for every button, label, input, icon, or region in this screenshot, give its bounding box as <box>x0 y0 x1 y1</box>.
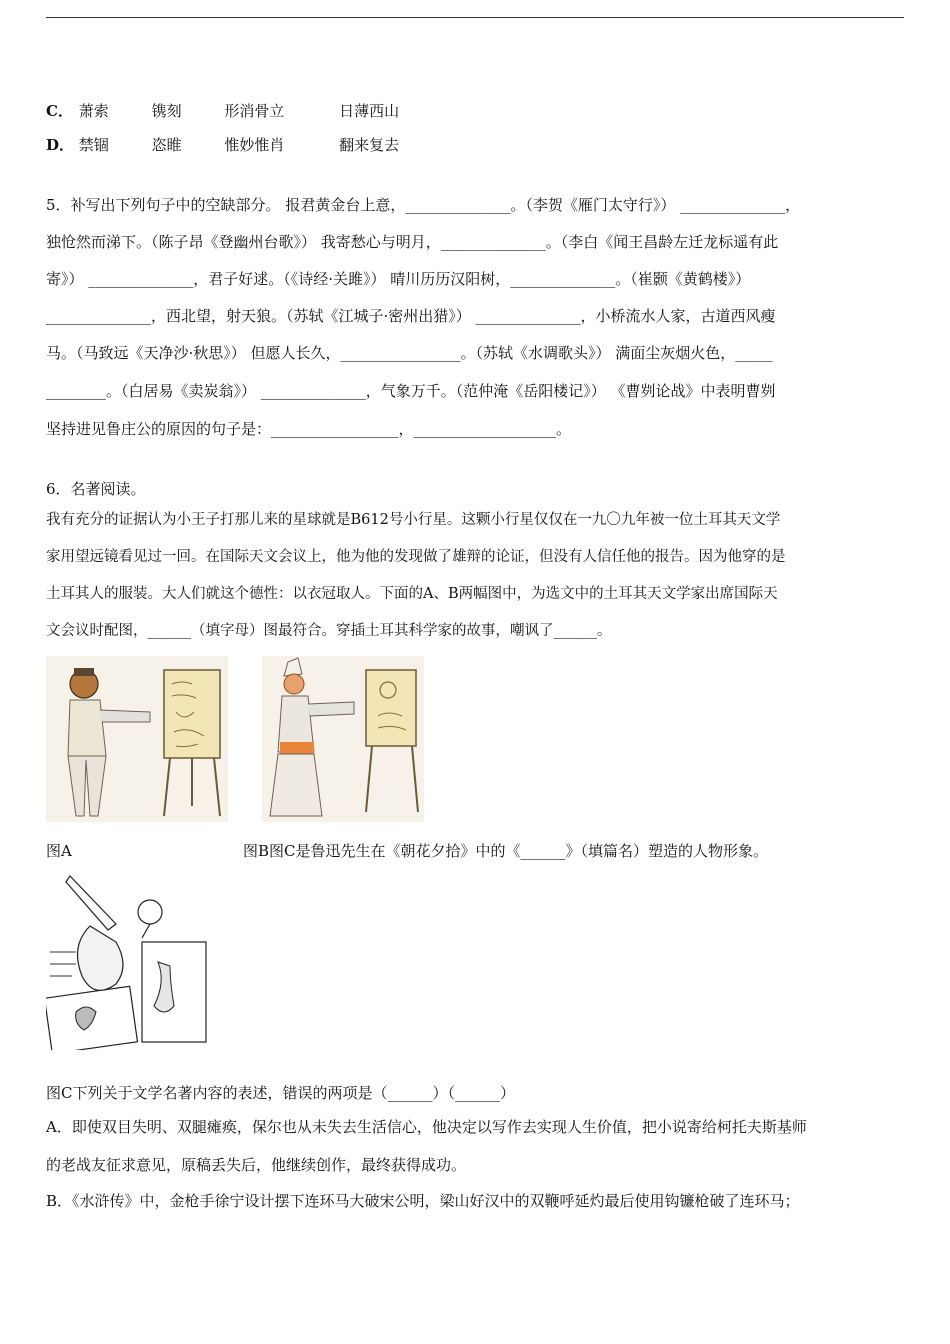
q6-option-b-line: B．《水浒传》中，金枪手徐宁设计摆下连环马大破宋公明，梁山好汉中的双鞭呼延灼最后使用钩镰枪破了连环马； <box>46 1192 800 1210</box>
header-rule <box>46 17 904 18</box>
option-c-word-1: 萧索 <box>78 102 109 120</box>
q6-passage-line-3: 土耳其人的服装。大人们就这个德性：以衣冠取人。下面的A、B两幅图中，为选文中的土耳其天文学家出席国际天 <box>46 586 778 602</box>
q6-passage-line-2: 家用望远镜看见过一回。在国际天文会议上，他为他的发现做了雄辩的论证，但没有人信任他的报告。因为他穿的是 <box>46 549 786 565</box>
option-d-word-2: 恣睢 <box>151 136 182 154</box>
q5-line-5: 马。（马致远《天净沙·秋思》） 但愿人长久，________________。（苏轼《水调歌头》） 满面尘灰烟火色，_____ <box>46 344 773 362</box>
caption-figure-a: 图A <box>46 842 72 860</box>
q6-option-a-line-1: A．即使双目失明、双腿瘫痪，保尔也从未失去生活信心，他决定以写作去实现人生价值，把小说寄给柯托夫斯基师 <box>46 1118 807 1136</box>
option-c-word-3: 形消骨立 <box>224 102 285 120</box>
q6-heading: 6．名著阅读。 <box>46 480 146 498</box>
option-c-word-2: 镌刻 <box>151 102 182 120</box>
figure-c <box>46 872 208 1050</box>
q5-line-4: ______________，西北望，射天狼。（苏轼《江城子·密州出猎》） ______________，小桥流水人家，古道西风瘦 <box>46 307 776 325</box>
q5-line-6: ________。（白居易《卖炭翁》） ______________，气象万千。（范仲淹《岳阳楼记》） 《曹刿论战》中表明曹刿 <box>46 382 776 400</box>
option-c-word-4: 日薄西山 <box>339 102 400 120</box>
option-d-word-1: 禁锢 <box>78 136 109 154</box>
q5-line-1: 5．补写出下列句子中的空缺部分。 报君黄金台上意，______________。（李贺《雁门太守行》） ______________， <box>46 196 801 214</box>
figure-b-illustration <box>262 656 424 822</box>
option-c-letter: C． <box>46 102 73 120</box>
option-d-word-4: 翻来复去 <box>339 136 400 154</box>
option-c <box>46 100 399 122</box>
q6-passage-line-1: 我有充分的证据认为小王子打那儿来的星球就是B612号小行星。这颗小行星仅仅在一九〇九年被一位土耳其天文学 <box>46 512 781 528</box>
figure-a-illustration <box>46 656 228 822</box>
figure-a <box>46 656 228 822</box>
q5-line-3: 寄》） ______________，君子好逑。（《诗经·关雎》） 晴川历历汉阳树，______________。（崔颢《黄鹤楼》） <box>46 270 751 288</box>
q6-passage-line-4: 文会议时配图，______（填字母）图最符合。穿插土耳其科学家的故事，嘲讽了______。 <box>46 623 612 639</box>
figure-b <box>262 656 424 822</box>
figure-c-illustration <box>46 872 208 1050</box>
q6-option-a-line-2: 的老战友征求意见，原稿丢失后，他继续创作，最终获得成功。 <box>46 1156 467 1174</box>
option-d-letter: D． <box>46 136 75 154</box>
option-d <box>46 134 399 156</box>
caption-figure-b-and-question: 图B图C是鲁迅先生在《朝花夕拾》中的《______》（填篇名）塑造的人物形象。 <box>243 842 769 860</box>
option-d-word-3: 惟妙惟肖 <box>224 136 285 154</box>
caption-figure-c-and-question: 图C下列关于文学名著内容的表述，错误的两项是（______）（______） <box>46 1084 515 1102</box>
q5-line-7: 坚持进见鲁庄公的原因的句子是：_________________，___________________。 <box>46 420 572 438</box>
q5-line-2: 独怆然而涕下。（陈子昂《登幽州台歌》） 我寄愁心与明月，______________。（李白《闻王昌龄左迁龙标遥有此 <box>46 233 779 251</box>
